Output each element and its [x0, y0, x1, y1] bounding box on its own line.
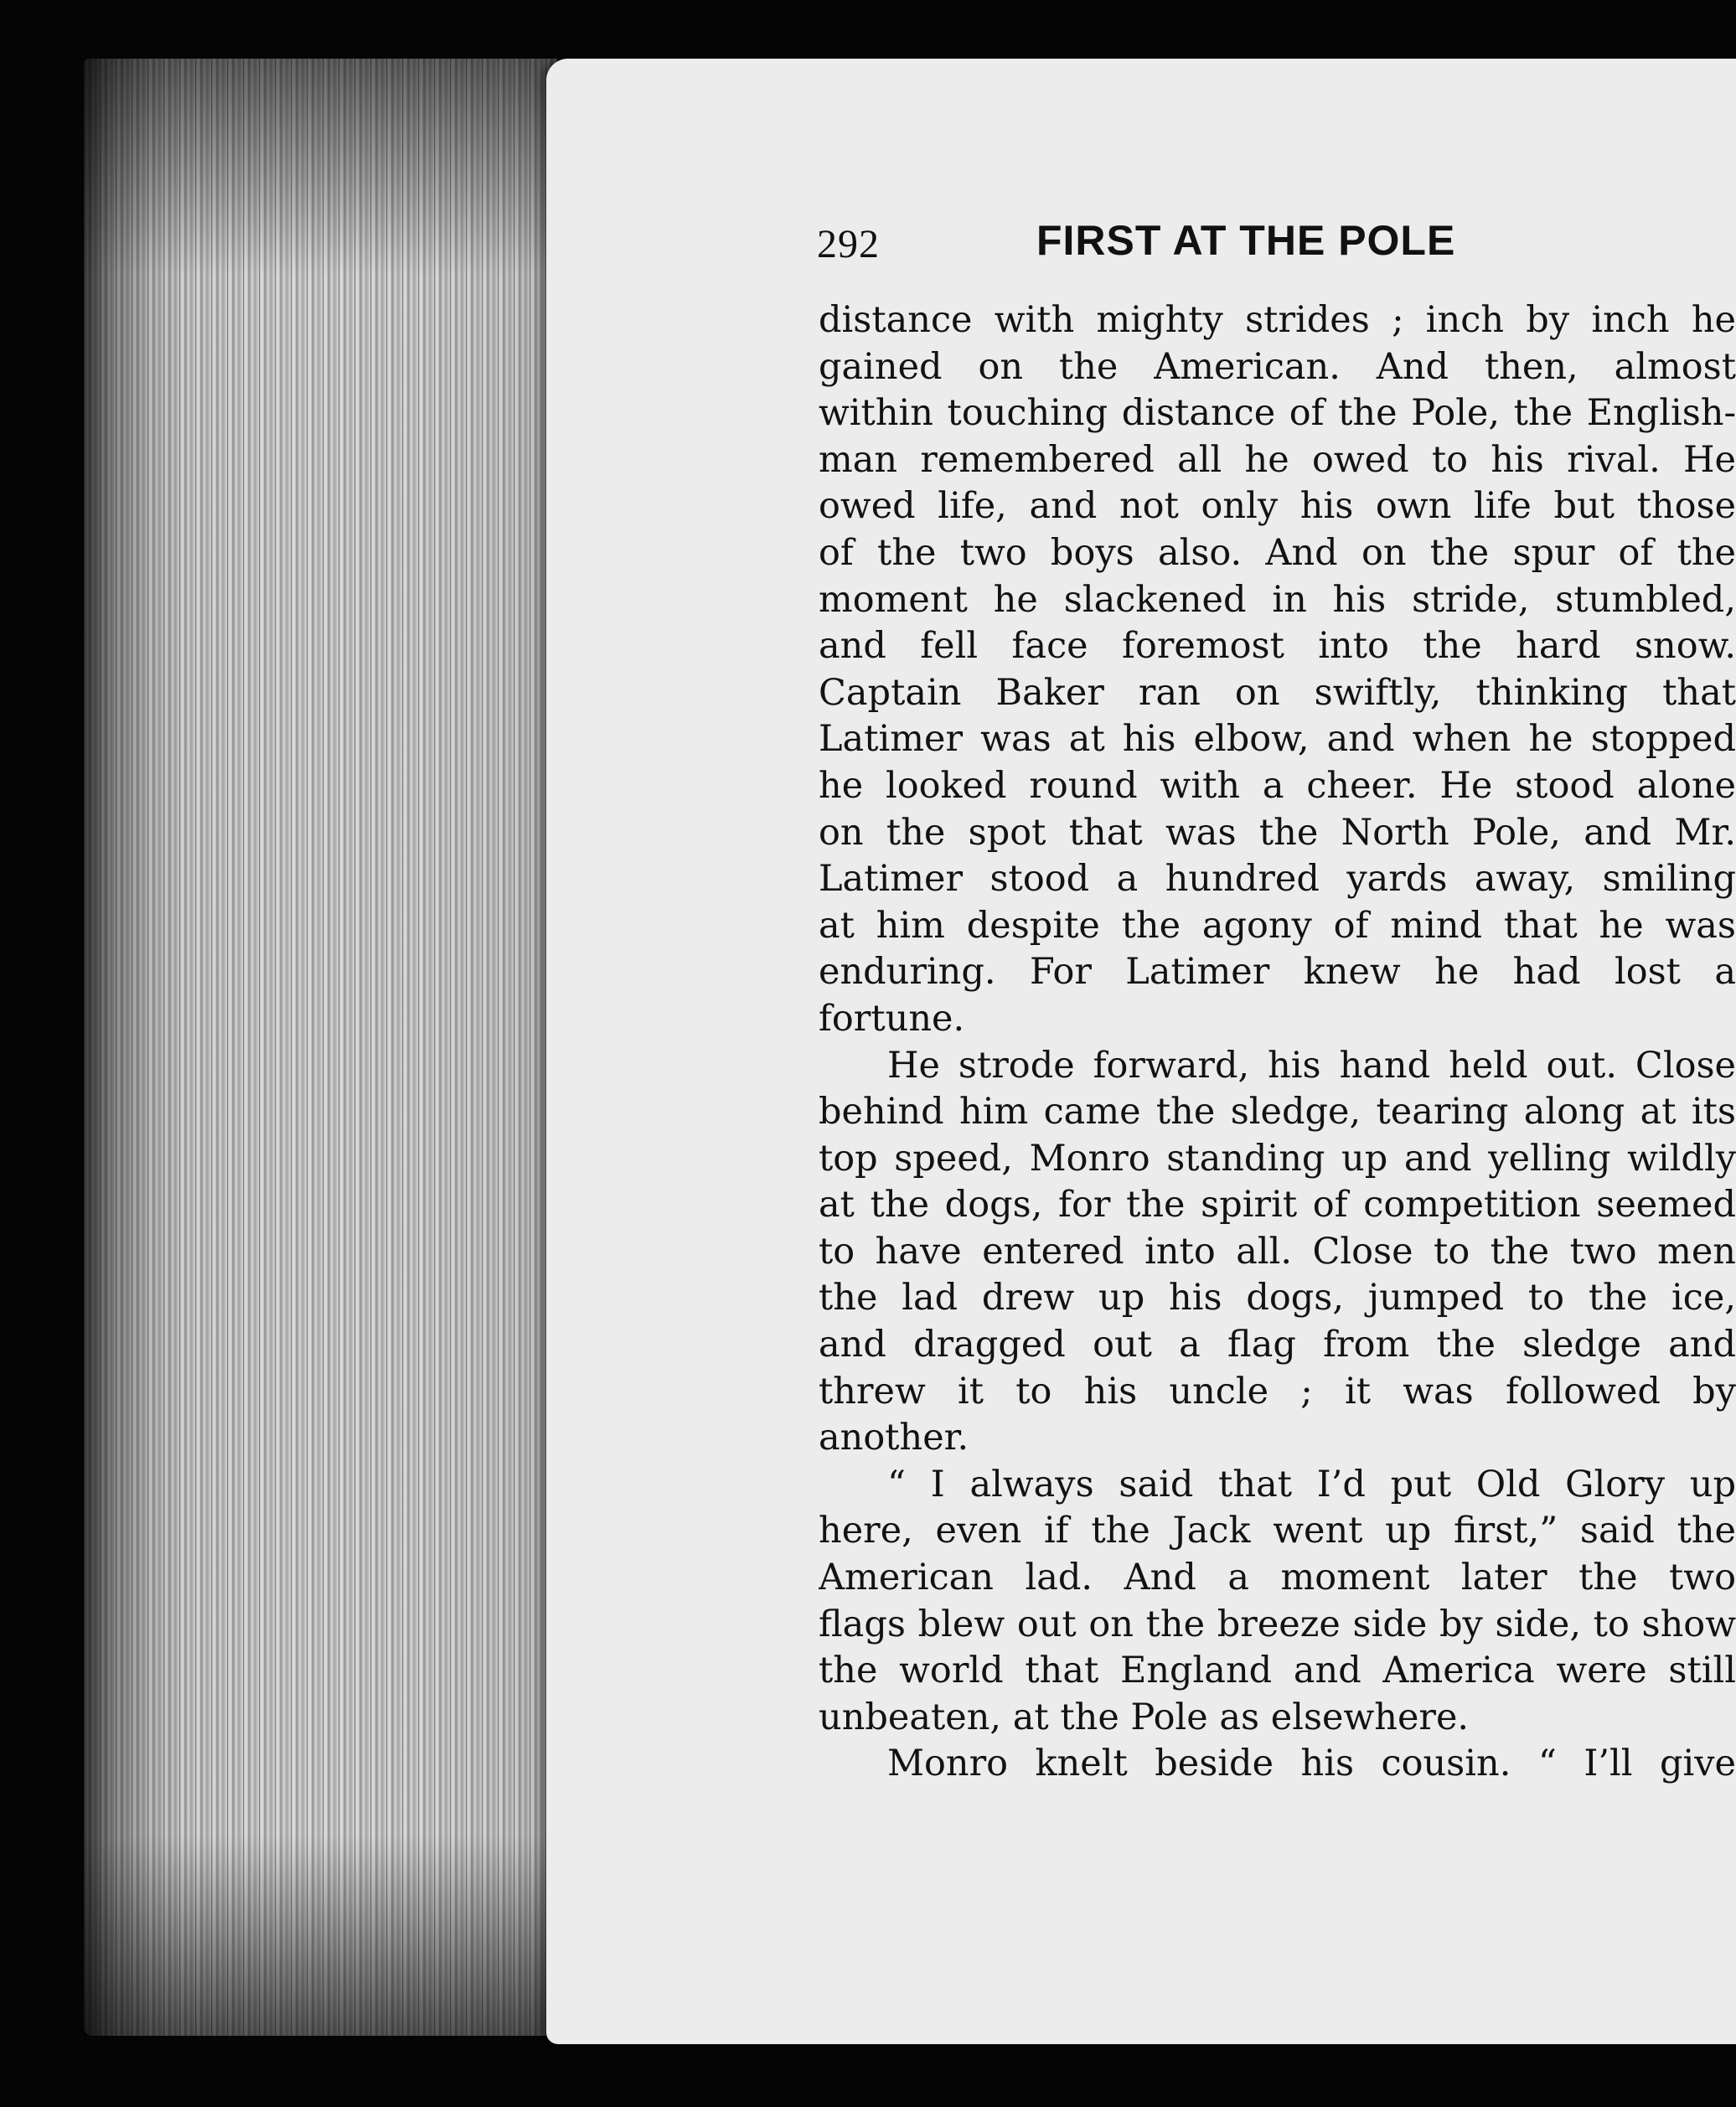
text-line: Captain Baker ran on swiftly, thinking that: [819, 671, 1736, 714]
text-line: another.: [819, 1417, 969, 1459]
text-line: American lad. And a moment later the two: [819, 1557, 1736, 1599]
text-line: He strode forward, his hand held out. Close: [887, 1044, 1736, 1087]
text-line: owed life, and not only his own life but those: [819, 485, 1736, 528]
text-line: of the two boys also. And on the spur of the: [819, 531, 1736, 574]
text-line: on the spot that was the North Pole, and Mr.: [819, 811, 1736, 854]
text-line: Monro knelt beside his cousin. “ I’ll give: [887, 1743, 1736, 1785]
text-line: at the dogs, for the spirit of competition seemed: [819, 1184, 1736, 1227]
text-line: here, even if the Jack went up first,” said the: [819, 1510, 1736, 1552]
text-line: fortune.: [819, 997, 965, 1040]
text-line: within touching distance of the Pole, the English-: [819, 392, 1736, 435]
text-line: unbeaten, at the Pole as elsewhere.: [819, 1696, 1470, 1738]
page-number: 292: [817, 222, 880, 266]
text-line: he looked round with a cheer. He stood alone: [819, 764, 1736, 807]
text-line: and fell face foremost into the hard snow.: [819, 625, 1736, 668]
text-line: top speed, Monro standing up and yelling wildly: [819, 1137, 1736, 1180]
text-line: gained on the American. And then, almost: [819, 345, 1736, 388]
text-line: to have entered into all. Close to the two men: [819, 1230, 1736, 1273]
running-head: [817, 216, 1736, 275]
page-title: FIRST AT THE POLE: [1036, 217, 1456, 264]
text-line: the lad drew up his dogs, jumped to the ice,: [819, 1277, 1736, 1319]
text-line: behind him came the sledge, tearing along at its: [819, 1091, 1736, 1134]
text-line: moment he slackened in his stride, stumbled,: [819, 578, 1736, 621]
text-line: the world that England and America were still: [819, 1650, 1736, 1692]
book-fore-edge: [84, 59, 557, 2036]
text-line: “ I always said that I’d put Old Glory up: [887, 1463, 1736, 1505]
text-body: [819, 297, 1736, 1788]
text-line: man remembered all he owed to his rival. He: [819, 438, 1736, 481]
text-line: Latimer stood a hundred yards away, smiling: [819, 858, 1736, 901]
text-line: Latimer was at his elbow, and when he stopped: [819, 718, 1736, 761]
text-line: at him despite the agony of mind that he was: [819, 904, 1736, 947]
text-line: flags blew out on the breeze side by side, to show: [819, 1603, 1736, 1645]
text-line: enduring. For Latimer knew he had lost a: [819, 951, 1736, 994]
text-line: threw it to his uncle ; it was followed by: [819, 1370, 1736, 1412]
text-line: and dragged out a flag from the sledge and: [819, 1324, 1736, 1366]
text-line: distance with mighty strides ; inch by inch he: [819, 299, 1736, 341]
